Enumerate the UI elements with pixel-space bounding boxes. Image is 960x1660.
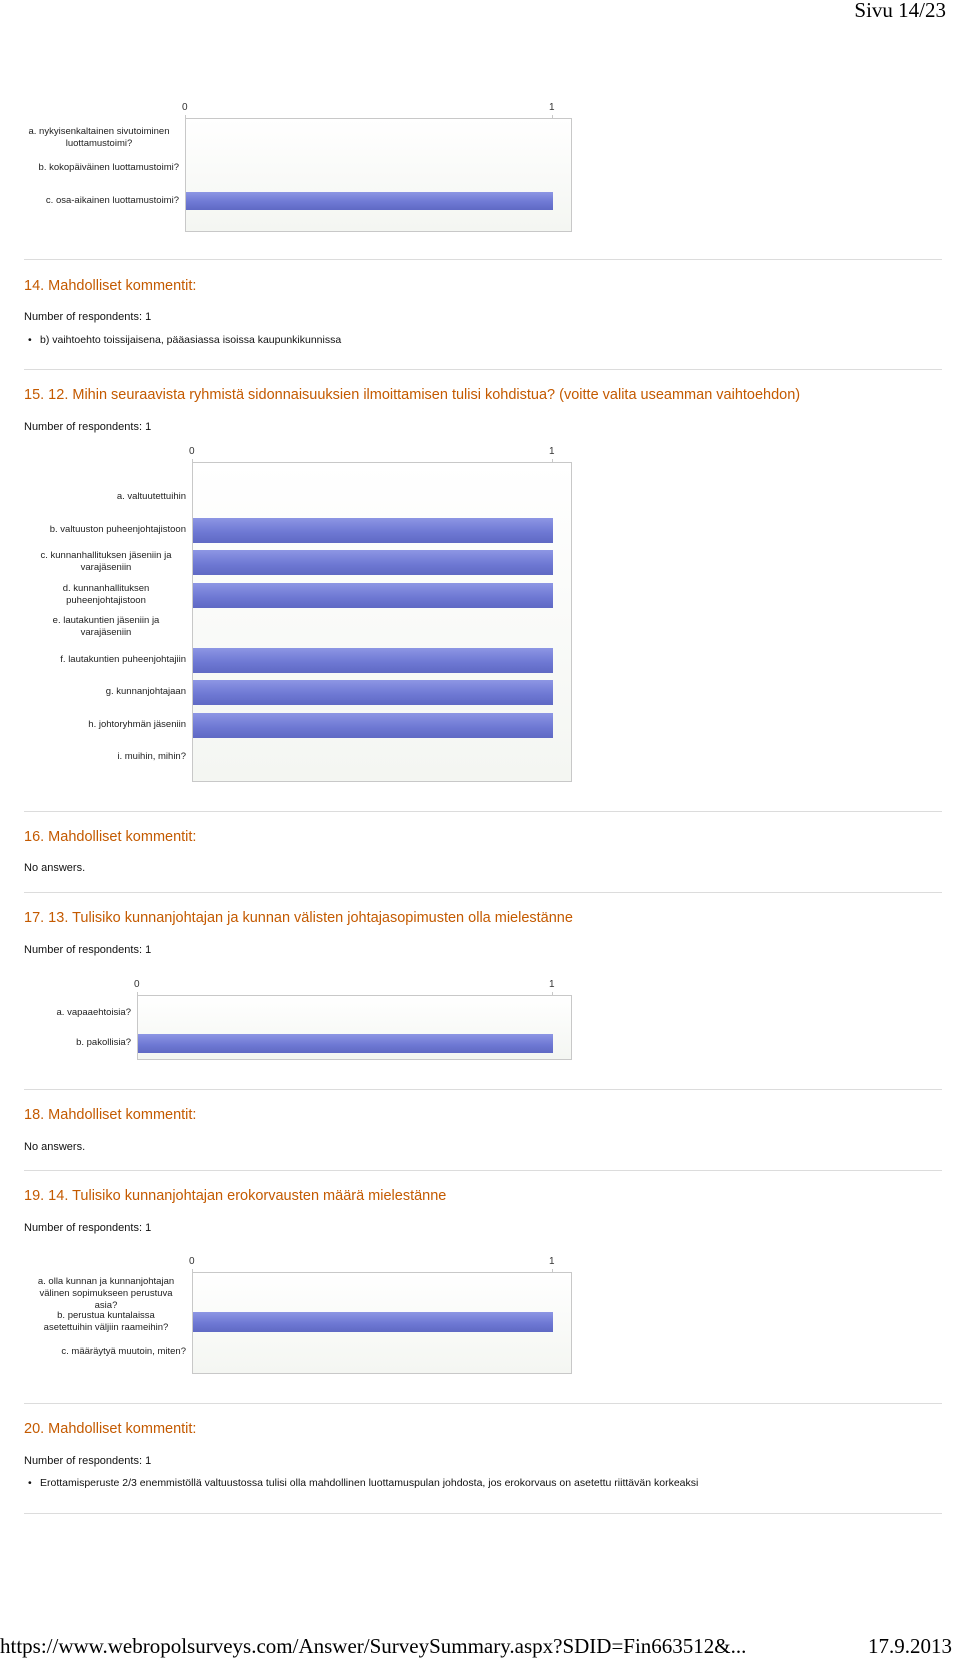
category-label: a. nykyisenkaltainen sivutoiminen luottamustoimi? [28,126,170,149]
bullet-icon: • [28,1477,32,1489]
x-tick-mark [192,459,193,463]
x-tick-mark [552,1269,553,1273]
answer-text: b) vaihtoehto toissijaisena, pääasiassa isoissa kaupunkikunnissa [40,334,342,346]
category-label: b. kokopäiväinen luottamustoimi? [38,162,179,173]
data-bar [193,713,553,738]
data-bar [138,1034,553,1053]
category-label: a. valtuutettuihin [116,491,186,502]
data-bar [186,192,553,210]
footer-url: https://www.webropolsurveys.com/Answer/SurveySummary.aspx?SDID=Fin663512&... [0,1634,747,1658]
answer-item [28,1477,698,1489]
no-answers-16: No answers. [24,862,86,874]
question-title-15: 15. 12. Mihin seuraavista ryhmistä sidonnaisuuksien ilmoittamisen tulisi kohdistua? (voitte valita useamman vaihtoehdon) [24,387,801,403]
data-bar [193,648,553,673]
divider [24,369,942,370]
divider [24,1170,942,1171]
bullet-icon: • [28,334,32,346]
category-label: c. kunnanhallituksen jäseniin ja varajäseniin [40,550,172,573]
question-title-16: 16. Mahdolliset kommentit: [24,829,197,845]
page-number: Sivu 14/23 [854,0,946,22]
category-label: c. osa-aikainen luottamustoimi? [45,195,179,206]
divider [24,259,942,260]
x-tick-mark [552,115,553,119]
x-tick-label: 0 [134,979,140,990]
answer-text: Erottamisperuste 2/3 enemmistöllä valtuustossa tulisi olla mahdollinen luottamuspulan johdosta, jos erokorvaus on asetettu riittävän korkeaksi [40,1477,699,1489]
question-title-18: 18. Mahdolliset kommentit: [24,1107,197,1123]
category-label: i. muihin, mihin? [117,751,186,762]
data-bar [193,550,553,575]
answer-item [28,334,341,346]
category-label: f. lautakuntien puheenjohtajiin [60,654,186,665]
category-label: d. kunnanhallituksen puheenjohtajistoon [62,583,150,606]
data-bar [193,583,553,608]
divider [24,892,942,893]
x-tick-label: 1 [549,102,555,113]
x-tick-label: 1 [549,979,555,990]
x-tick-label: 0 [189,446,195,457]
x-tick-mark [552,459,553,463]
no-answers-18: No answers. [24,1141,86,1153]
category-label: a. olla kunnan ja kunnanjohtajan välinen sopimukseen perustuva asia? [37,1276,175,1311]
category-label: c. määräytyä muutoin, miten? [61,1346,186,1357]
x-tick-label: 0 [182,102,188,113]
plot-area [185,118,572,232]
x-tick-label: 0 [189,1256,195,1267]
category-label: e. lautakuntien jäseniin ja varajäseniin [52,615,160,638]
respondent-count-14: Number of respondents: 1 [24,311,152,323]
category-label: b. pakollisia? [76,1037,131,1048]
question-title-20: 20. Mahdolliset kommentit: [24,1421,197,1437]
data-bar [193,1312,553,1332]
question-title-19: 19. 14. Tulisiko kunnanjohtajan erokorvausten määrä mielestänne [24,1188,447,1204]
footer-date: 17.9.2013 [868,1634,952,1658]
category-label: g. kunnanjohtajaan [105,686,186,697]
respondent-count-17: Number of respondents: 1 [24,944,152,956]
divider [24,1089,942,1090]
question-title-14: 14. Mahdolliset kommentit: [24,278,197,294]
x-tick-mark [137,992,138,996]
print-footer [0,1634,960,1660]
category-label: b. valtuuston puheenjohtajistoon [49,524,186,535]
divider [24,1403,942,1404]
respondent-count-15: Number of respondents: 1 [24,421,152,433]
category-label: h. johtoryhmän jäseniin [88,719,186,730]
x-tick-mark [185,115,186,119]
x-tick-mark [552,992,553,996]
x-tick-mark [192,1269,193,1273]
respondent-count-20: Number of respondents: 1 [24,1455,152,1467]
x-tick-label: 1 [549,446,555,457]
category-label: b. perustua kuntalaissa asetettuihin väljiin raameihin? [43,1310,169,1333]
divider [24,811,942,812]
respondent-count-19: Number of respondents: 1 [24,1222,152,1234]
data-bar [193,518,553,543]
x-tick-label: 1 [549,1256,555,1267]
category-label: a. vapaaehtoisia? [56,1007,131,1018]
divider [24,1513,942,1514]
question-title-17: 17. 13. Tulisiko kunnanjohtajan ja kunnan välisten johtajasopimusten olla mielestänne [24,910,573,926]
data-bar [193,680,553,705]
